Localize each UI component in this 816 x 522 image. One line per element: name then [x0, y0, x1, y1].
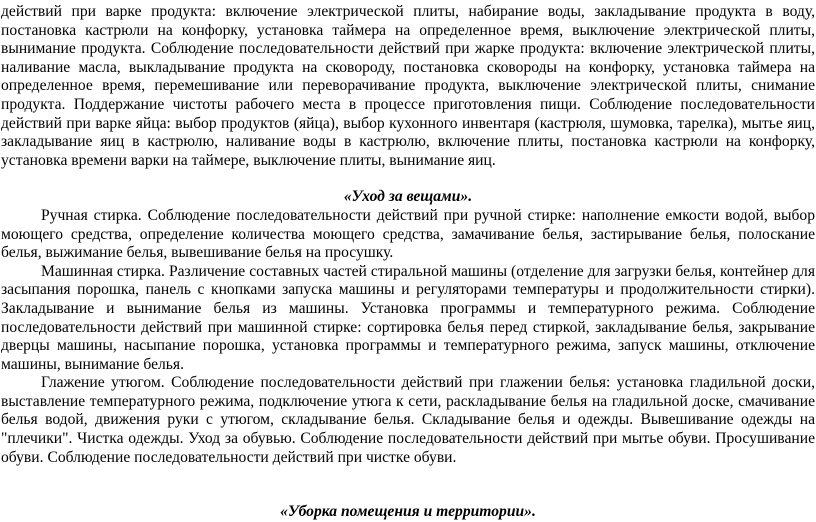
section-heading-clothes-care: «Уход за вещами». [343, 188, 473, 206]
body-paragraph-ironing: Глажение утюгом. Соблюдение последовательности действий при глажении белья: установка гладильной доски, выставление температурного режима, подключение утюга к сети, раскладывание белья на гладильной доске, смачивание белья водой, движения руки с утюгом, складывание белья. Складывание белья и одежды. Вывешивание одежды на "плечики". Чистка одежды. Уход за обувью. Соблюдение последовательности действий при мытье обуви. Просушивание обуви. Соблюдение последовательности действий при чистке обуви. [1, 374, 815, 466]
paragraph-spacer [1, 170, 815, 188]
body-paragraph-hand-wash: Ручная стирка. Соблюдение последовательности действий при ручной стирке: наполнение емкости водой, выбор моющего средства, определение количества моющего средства, замачивание белья, застирывание белья, полоскание белья, выжимание белья, вывешивание белья на просушку. [1, 206, 815, 262]
paragraph-spacer [1, 467, 815, 503]
body-paragraph-machine-wash: Машинная стирка. Различение составных частей стиральной машины (отделение для загрузки белья, контейнер для засыпания порошка, панель с кнопками запуска машины и регуляторами температуры и продолжительности стирки). Закладывание и вынимание белья из машины. Установка программы и температурного режима. Соблюдение последовательности действий при машинной стирке: сортировка белья перед стиркой, закладывание белья, закрывание дверцы машины, насыпание порошка, установка программы и температурного режима, запуск машины, отключение машины, вынимание белья. [1, 262, 815, 373]
body-paragraph-cooking: действий при варке продукта: включение электрической плиты, набирание воды, закладывание продукта в воду, постановка кастрюли на конфорку, установка таймера на определенное время, выключение электрической плиты, вынимание продукта. Соблюдение последовательности действий при жарке продукта: включение электрической плиты, наливание масла, выкладывание продукта на сковороду, постановка сковороды на конфорку, установка таймера на определенное время, перемешивание или переворачивание продукта, выключение электрической плиты, снимание продукта. Поддержание чистоты рабочего места в процессе приготовления пищи. Соблюдение последовательности действий при варке яйца: выбор продуктов (яйца), выбор кухонного инвентаря (кастрюля, шумовка, тарелка), мытье яиц, закладывание яиц в кастрюлю, наливание воды в кастрюлю, включение плиты, постановка кастрюли на конфорку, установка времени варки на таймере, выключение плиты, вынимание яиц. [1, 3, 815, 169]
section-heading-cleaning: «Уборка помещения и территории». [280, 503, 536, 521]
